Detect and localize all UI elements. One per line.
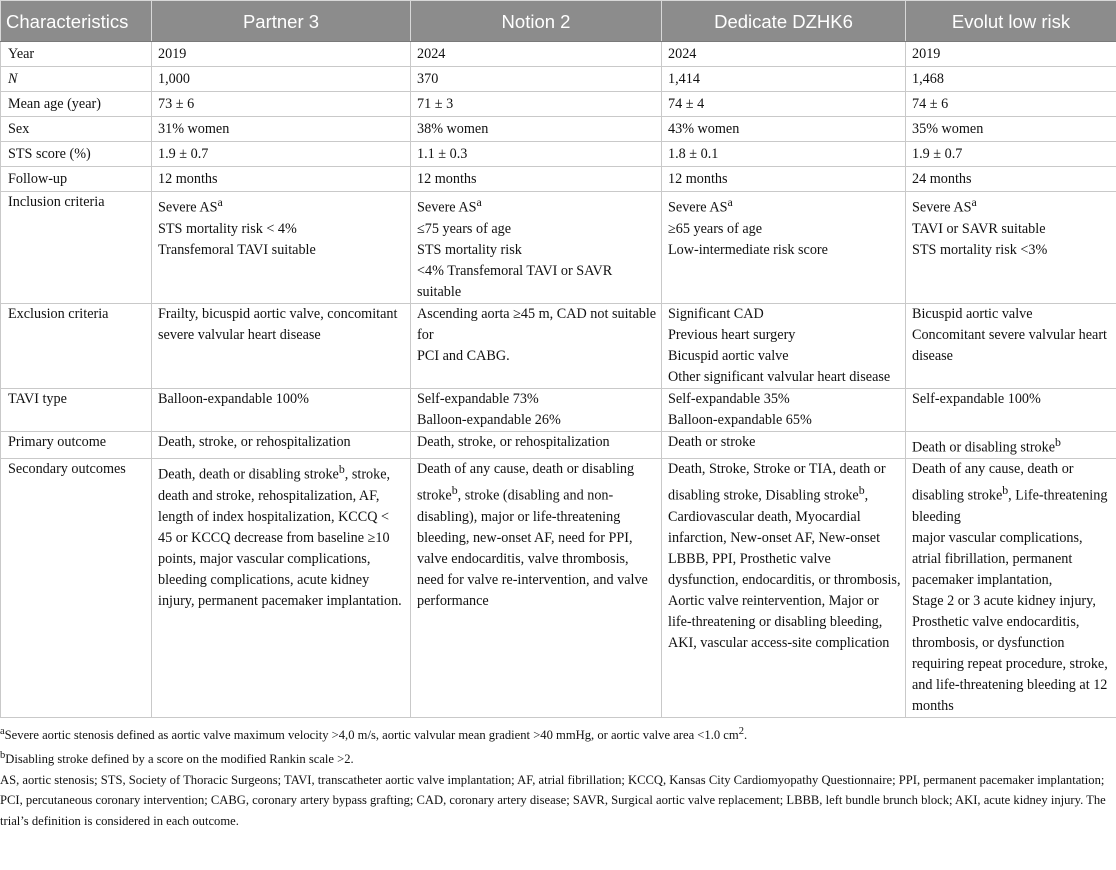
table-row bbox=[1, 142, 1116, 167]
table-cell: Frailty, bicuspid aortic valve, concomitant severe valvular heart disease bbox=[152, 303, 411, 388]
cell-text: Death, death or disabling stroke bbox=[158, 467, 339, 484]
footnote-marker: b bbox=[858, 483, 865, 498]
footnote-marker: a bbox=[727, 195, 733, 209]
table-cell: 12 months bbox=[662, 167, 906, 192]
cell-text: , stroke (disabling and non-disabling), major or life-threatening bleeding, new-onset AF, need for PPI, valve endocarditis, valve thrombosis, need for valve re-intervention, and valve performance bbox=[417, 488, 648, 610]
row-label: Secondary outcomes bbox=[1, 459, 152, 718]
table-row bbox=[1, 117, 1116, 142]
cell-text: Severe AS bbox=[912, 199, 972, 216]
abbreviations-note: AS, aortic stenosis; STS, Society of Thoracic Surgeons; TAVI, transcatheter aortic valve implantation; AF, atrial fibrillation; KCCQ, Kansas City Cardiomyopathy Questionnaire; PPI, permanent pacemaker implantation; PCI, percutaneous coronary intervention; CABG, coronary artery bypass grafting; CAD, coronary artery disease; SAVR, Surgical aortic valve replacement; LBBB, left bundle brunch block; AKI, acute kidney injury. The trial’s definition is considered in each outcome. bbox=[0, 772, 1106, 828]
table-cell: 38% women bbox=[411, 117, 662, 142]
header-evolut-low-risk: Evolut low risk bbox=[906, 1, 1116, 42]
cell-text: TAVI or SAVR suitable STS mortality risk <3% bbox=[912, 220, 1048, 258]
table-cell bbox=[152, 459, 411, 718]
table-footnotes bbox=[0, 718, 1116, 831]
table-cell: 2019 bbox=[152, 42, 411, 67]
table-row bbox=[1, 192, 1116, 304]
table-row bbox=[1, 67, 1116, 92]
table-cell bbox=[411, 459, 662, 718]
table-cell: 1.1 ± 0.3 bbox=[411, 142, 662, 167]
table-cell bbox=[662, 459, 906, 718]
table-cell: 43% women bbox=[662, 117, 906, 142]
table-cell: 1,000 bbox=[152, 67, 411, 92]
table-cell: 31% women bbox=[152, 117, 411, 142]
table-cell: 2019 bbox=[906, 42, 1116, 67]
cell-text: Severe AS bbox=[417, 199, 477, 216]
table-cell: 71 ± 3 bbox=[411, 92, 662, 117]
table-row bbox=[1, 431, 1116, 459]
table-cell: 370 bbox=[411, 67, 662, 92]
table-body bbox=[1, 42, 1116, 718]
footnote-b bbox=[0, 746, 1112, 770]
table-cell bbox=[906, 459, 1116, 718]
row-label: Inclusion criteria bbox=[1, 192, 152, 304]
cell-text: Death of any cause, death or disabling stroke bbox=[912, 461, 1074, 505]
row-label: TAVI type bbox=[1, 388, 152, 431]
table-cell: 12 months bbox=[152, 167, 411, 192]
footnote-marker: b bbox=[1002, 483, 1009, 498]
row-label: Primary outcome bbox=[1, 431, 152, 459]
table-cell: 12 months bbox=[411, 167, 662, 192]
footnote-a-end: . bbox=[743, 728, 748, 743]
row-label: N bbox=[1, 67, 152, 92]
table-cell: 74 ± 4 bbox=[662, 92, 906, 117]
row-label: Sex bbox=[1, 117, 152, 142]
footnote-marker: a bbox=[971, 195, 977, 209]
table-cell bbox=[152, 192, 411, 304]
table-row bbox=[1, 42, 1116, 67]
row-label: STS score (%) bbox=[1, 142, 152, 167]
table-cell: 1,414 bbox=[662, 67, 906, 92]
table-cell: 74 ± 6 bbox=[906, 92, 1116, 117]
table-cell: Death or stroke bbox=[662, 431, 906, 459]
table-cell: 2024 bbox=[411, 42, 662, 67]
table-cell: Ascending aorta ≥45 m, CAD not suitable for PCI and CABG. bbox=[411, 303, 662, 388]
cell-text: Severe AS bbox=[158, 199, 218, 216]
footnote-marker: b bbox=[1055, 434, 1061, 449]
cell-text: STS mortality risk < 4% Transfemoral TAVI suitable bbox=[158, 220, 316, 258]
table-cell: Death, stroke, or rehospitalization bbox=[411, 431, 662, 459]
table-cell bbox=[411, 192, 662, 304]
table-cell: Balloon-expandable 100% bbox=[152, 388, 411, 431]
header-row bbox=[1, 1, 1116, 42]
table-cell: 1.8 ± 0.1 bbox=[662, 142, 906, 167]
table-cell bbox=[662, 192, 906, 304]
table-row bbox=[1, 303, 1116, 388]
cell-text: , Cardiovascular death, Myocardial infarction, New-onset AF, New-onset LBBB, PPI, Prosthetic valve dysfunction, endocarditis, or thrombosis, Aortic valve reintervention, Major or life-threatening or disabling bleeding, AKI, vascular access-site complication bbox=[668, 488, 901, 652]
row-label: Mean age (year) bbox=[1, 92, 152, 117]
footnote-a bbox=[0, 722, 1112, 746]
table-cell: Significant CAD Previous heart surgery Bicuspid aortic valve Other significant valvular heart disease bbox=[662, 303, 906, 388]
cell-text: ≤75 years of age STS mortality risk <4% Transfemoral TAVI or SAVR suitable bbox=[417, 220, 613, 300]
table-cell: 1.9 ± 0.7 bbox=[152, 142, 411, 167]
table-cell: Self-expandable 35% Balloon-expandable 65% bbox=[662, 388, 906, 431]
table-row bbox=[1, 459, 1116, 718]
footnote-a-text: Severe aortic stenosis defined as aortic valve maximum velocity >4,0 m/s, aortic valvular mean gradient >40 mmHg, or aortic valve area <1.0 cm bbox=[4, 728, 739, 743]
cell-text: Severe AS bbox=[668, 199, 728, 216]
footnote-marker: a bbox=[217, 195, 223, 209]
footnote-b-mark: b bbox=[0, 749, 6, 761]
header-dedicate-dzhk6: Dedicate DZHK6 bbox=[662, 1, 906, 42]
table-cell: Self-expandable 73% Balloon-expandable 26% bbox=[411, 388, 662, 431]
header-notion-2: Notion 2 bbox=[411, 1, 662, 42]
table-cell: 24 months bbox=[906, 167, 1116, 192]
header-partner-3: Partner 3 bbox=[152, 1, 411, 42]
table-cell: 1.9 ± 0.7 bbox=[906, 142, 1116, 167]
cell-text: Death or disabling stroke bbox=[912, 439, 1056, 456]
footnote-a-mark: a bbox=[0, 726, 5, 738]
table-cell bbox=[906, 192, 1116, 304]
cell-text: , stroke, death and stroke, rehospitalization, AF, length of index hospitalization, KCCQ < 45 or KCCQ decrease from baseline ≥10 points, major vascular complications, bleeding complications, acute kidney injury, permanent pacemaker implantation. bbox=[158, 467, 402, 610]
row-label: Follow-up bbox=[1, 167, 152, 192]
footnote-b-text: Disabling stroke defined by a score on the modified Rankin scale >2. bbox=[5, 752, 354, 767]
table-cell: Bicuspid aortic valve Concomitant severe valvular heart disease bbox=[906, 303, 1116, 388]
table-cell bbox=[906, 431, 1116, 459]
row-label: Year bbox=[1, 42, 152, 67]
table-row bbox=[1, 92, 1116, 117]
cell-text: ≥65 years of age Low-intermediate risk score bbox=[668, 220, 828, 258]
cell-text: Death of any cause, death or disabling stroke bbox=[417, 461, 635, 505]
footnote-marker: b bbox=[451, 483, 458, 498]
table-cell: 73 ± 6 bbox=[152, 92, 411, 117]
table-row bbox=[1, 167, 1116, 192]
table-cell: Death, stroke, or rehospitalization bbox=[152, 431, 411, 459]
table-cell: Self-expandable 100% bbox=[906, 388, 1116, 431]
table-row bbox=[1, 388, 1116, 431]
footnote-marker: a bbox=[476, 195, 482, 209]
row-label: Exclusion criteria bbox=[1, 303, 152, 388]
table-cell: 2024 bbox=[662, 42, 906, 67]
header-characteristics: Characteristics bbox=[1, 1, 152, 42]
table-cell: 1,468 bbox=[906, 67, 1116, 92]
table-cell: 35% women bbox=[906, 117, 1116, 142]
cell-text: , Life-threatening bleeding major vascular complications, atrial fibrillation, permanent pacemaker implantation, Stage 2 or 3 acute kidney injury, Prosthetic valve endocarditis, thrombosis, or dysfunction requiring repeat procedure, stroke, and life-threatening bleeding at 12 months bbox=[912, 488, 1108, 715]
cell-text: Death, Stroke, Stroke or TIA, death or disabling stroke, Disabling stroke bbox=[668, 461, 886, 505]
footnote-marker: b bbox=[338, 462, 345, 477]
footnote-a-superscript: 2 bbox=[738, 726, 744, 738]
